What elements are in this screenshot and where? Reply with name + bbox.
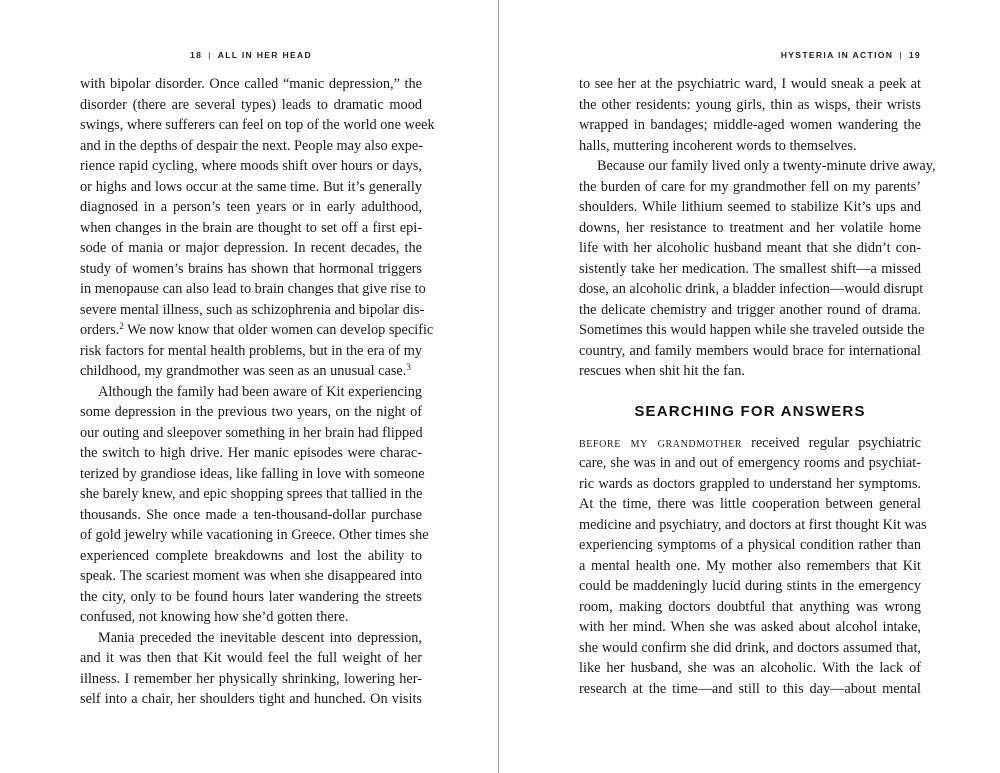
text-line: the other residents: young girls, thin as wisps, their wrists	[579, 96, 921, 113]
right-chapter-title: HYSTERIA IN ACTION	[780, 50, 894, 60]
footnote-marker[interactable]: 2	[119, 321, 124, 331]
section-heading: SEARCHING FOR ANSWERS	[634, 402, 866, 420]
left-page-number: 18	[189, 50, 203, 60]
text-line: some depression in the previous two years, on the night of	[80, 404, 422, 420]
lead-in-smallcaps: before my grandmother	[579, 434, 743, 451]
text-line: disorder (there are several types) leads to dramatic mood	[80, 96, 422, 113]
text-line: research at the time—and still to this day—about mental	[579, 680, 921, 697]
text-line: speak. The scariest moment was when she disappeared into	[80, 568, 422, 584]
text-line: room, making doctors doubtful that anything was wrong	[579, 598, 921, 615]
text-line-with-footnote	[80, 361, 422, 382]
footnote-marker[interactable]: 3	[406, 362, 411, 372]
text-line: experienced complete breakdowns and lost the ability to	[80, 547, 422, 564]
left-header-separator: |	[208, 50, 212, 60]
text-line: experiencing symptoms of a physical condition rather than	[579, 537, 921, 553]
right-page	[500, 0, 1000, 773]
text-line: risk factors for mental health problems, but in the era of my	[80, 342, 422, 359]
left-book-title: ALL IN HER HEAD	[217, 50, 313, 60]
text-line: and it was then that Kit would feel the full weight of her	[80, 650, 422, 666]
text-line: and in the depths of despair the next. People may also expe-	[80, 137, 424, 154]
right-body-text	[579, 74, 936, 699]
right-running-head	[579, 50, 921, 60]
text-line: rescues when shit hit the fan.	[579, 363, 745, 379]
text-line: Sometimes this would happen while she traveled outside the	[579, 322, 925, 338]
left-page	[0, 0, 499, 773]
text-line: severe mental illness, such as schizophrenia and bipolar dis-	[80, 301, 425, 318]
text-line: life with her alcoholic husband meant that she didn’t con-	[579, 240, 921, 256]
text-line: she would confirm she did drink, and doctors assumed that,	[579, 639, 921, 656]
text-line-lead-in	[579, 433, 921, 454]
text-line: illness. I remember her physically shrinking, lowering her-	[80, 670, 422, 687]
text-line: self into a chair, her shoulders tight and hunched. On visits	[80, 691, 422, 707]
text-line-with-footnote	[80, 320, 434, 341]
text-line: sode of mania or major depression. In recent decades, the	[80, 240, 422, 256]
line-text: childhood, my grandmother was seen as an unusual case.	[80, 363, 407, 379]
text-line: rience rapid cycling, where moods shift over hours or days,	[80, 158, 422, 174]
text-line: with bipolar disorder. Once called “manic depression,” the	[80, 76, 422, 92]
text-line: Mania preceded the inevitable descent into depression,	[98, 629, 422, 646]
text-line: wrapped in bandages; middle-aged women wandering the	[579, 117, 921, 133]
text-line: dose, an alcoholic drink, a bladder infection—would disrupt	[579, 281, 924, 297]
text-line: diagnosed in a person’s teen years or in early adulthood,	[80, 199, 422, 215]
text-line: in menopause can also lead to brain changes that give rise to	[80, 281, 426, 297]
text-line: a mental health one. My mother also remembers that Kit	[579, 557, 921, 574]
right-page-number: 19	[908, 50, 921, 60]
text-line: Although the family had been aware of Kit experiencing	[98, 383, 422, 400]
text-line: could be maddeningly lucid during stints in the emergency	[579, 578, 921, 594]
text-line: confused, not knowing how she’d gotten there.	[80, 609, 349, 625]
text-line: sistently take her medication. The smallest shift—a missed	[579, 260, 921, 277]
text-line: the switch to high drive. Her manic episodes were charac-	[80, 445, 422, 461]
text-line: At the time, there was little cooperation between general	[579, 496, 921, 512]
text-line: downs, her resistance to treatment and her volatile home	[579, 219, 921, 236]
text-line: swings, where sufferers can feel on top of the world one week	[80, 117, 435, 133]
text-line: shoulders. While lithium seemed to stabilize Kit’s ups and	[579, 199, 921, 215]
text-line: our outing and sleepover something in her brain had flipped	[80, 424, 423, 441]
line-rest: We now know that older women can develop specific	[127, 322, 434, 338]
text-line: the city, only to be found hours later wandering the streets	[80, 588, 422, 605]
text-line: ric wards as doctors grappled to understand her symptoms.	[579, 475, 921, 492]
text-line: with her mind. When she was asked about alcohol intake,	[579, 619, 921, 635]
text-line: care, she was in and out of emergency rooms and psychiat-	[579, 455, 921, 471]
text-line: she barely knew, and epic shopping sprees that tallied in the	[80, 486, 423, 502]
line-prefix: orders.	[80, 322, 120, 338]
text-line: thousands. She once made a ten-thousand-dollar purchase	[80, 506, 422, 523]
text-line: to see her at the psychiatric ward, I would sneak a peek at	[579, 76, 921, 92]
text-line: of gold jewelry while vacationing in Greece. Other times she	[80, 527, 429, 543]
text-line: or highs and lows occur at the same time. But it’s generally	[80, 178, 422, 195]
text-line: country, and family members would brace for international	[579, 342, 921, 359]
text-line: the burden of care for my grandmother fell on my parents’	[579, 178, 921, 195]
text-line: study of women’s brains has shown that hormonal triggers	[80, 260, 422, 277]
text-line: like her husband, she was an alcoholic. With the lack of	[579, 660, 921, 676]
left-running-head	[80, 50, 422, 60]
left-body-text	[80, 74, 435, 710]
text-line: medicine and psychiatry, and doctors at first thought Kit was	[579, 516, 927, 533]
text-line: the delicate chemistry and trigger another round of drama.	[579, 301, 921, 318]
text-line: halls, muttering incoherent words to themselves.	[579, 137, 857, 154]
right-header-separator: |	[899, 50, 903, 60]
text-line: terized by grandiose ideas, like falling in love with someone	[80, 465, 425, 482]
text-line: Because our family lived only a twenty-minute drive away,	[597, 158, 936, 174]
text-line: when changes in the brain are thought to set off a first epi-	[80, 219, 422, 236]
line-rest: received regular psychiatric	[751, 434, 921, 451]
